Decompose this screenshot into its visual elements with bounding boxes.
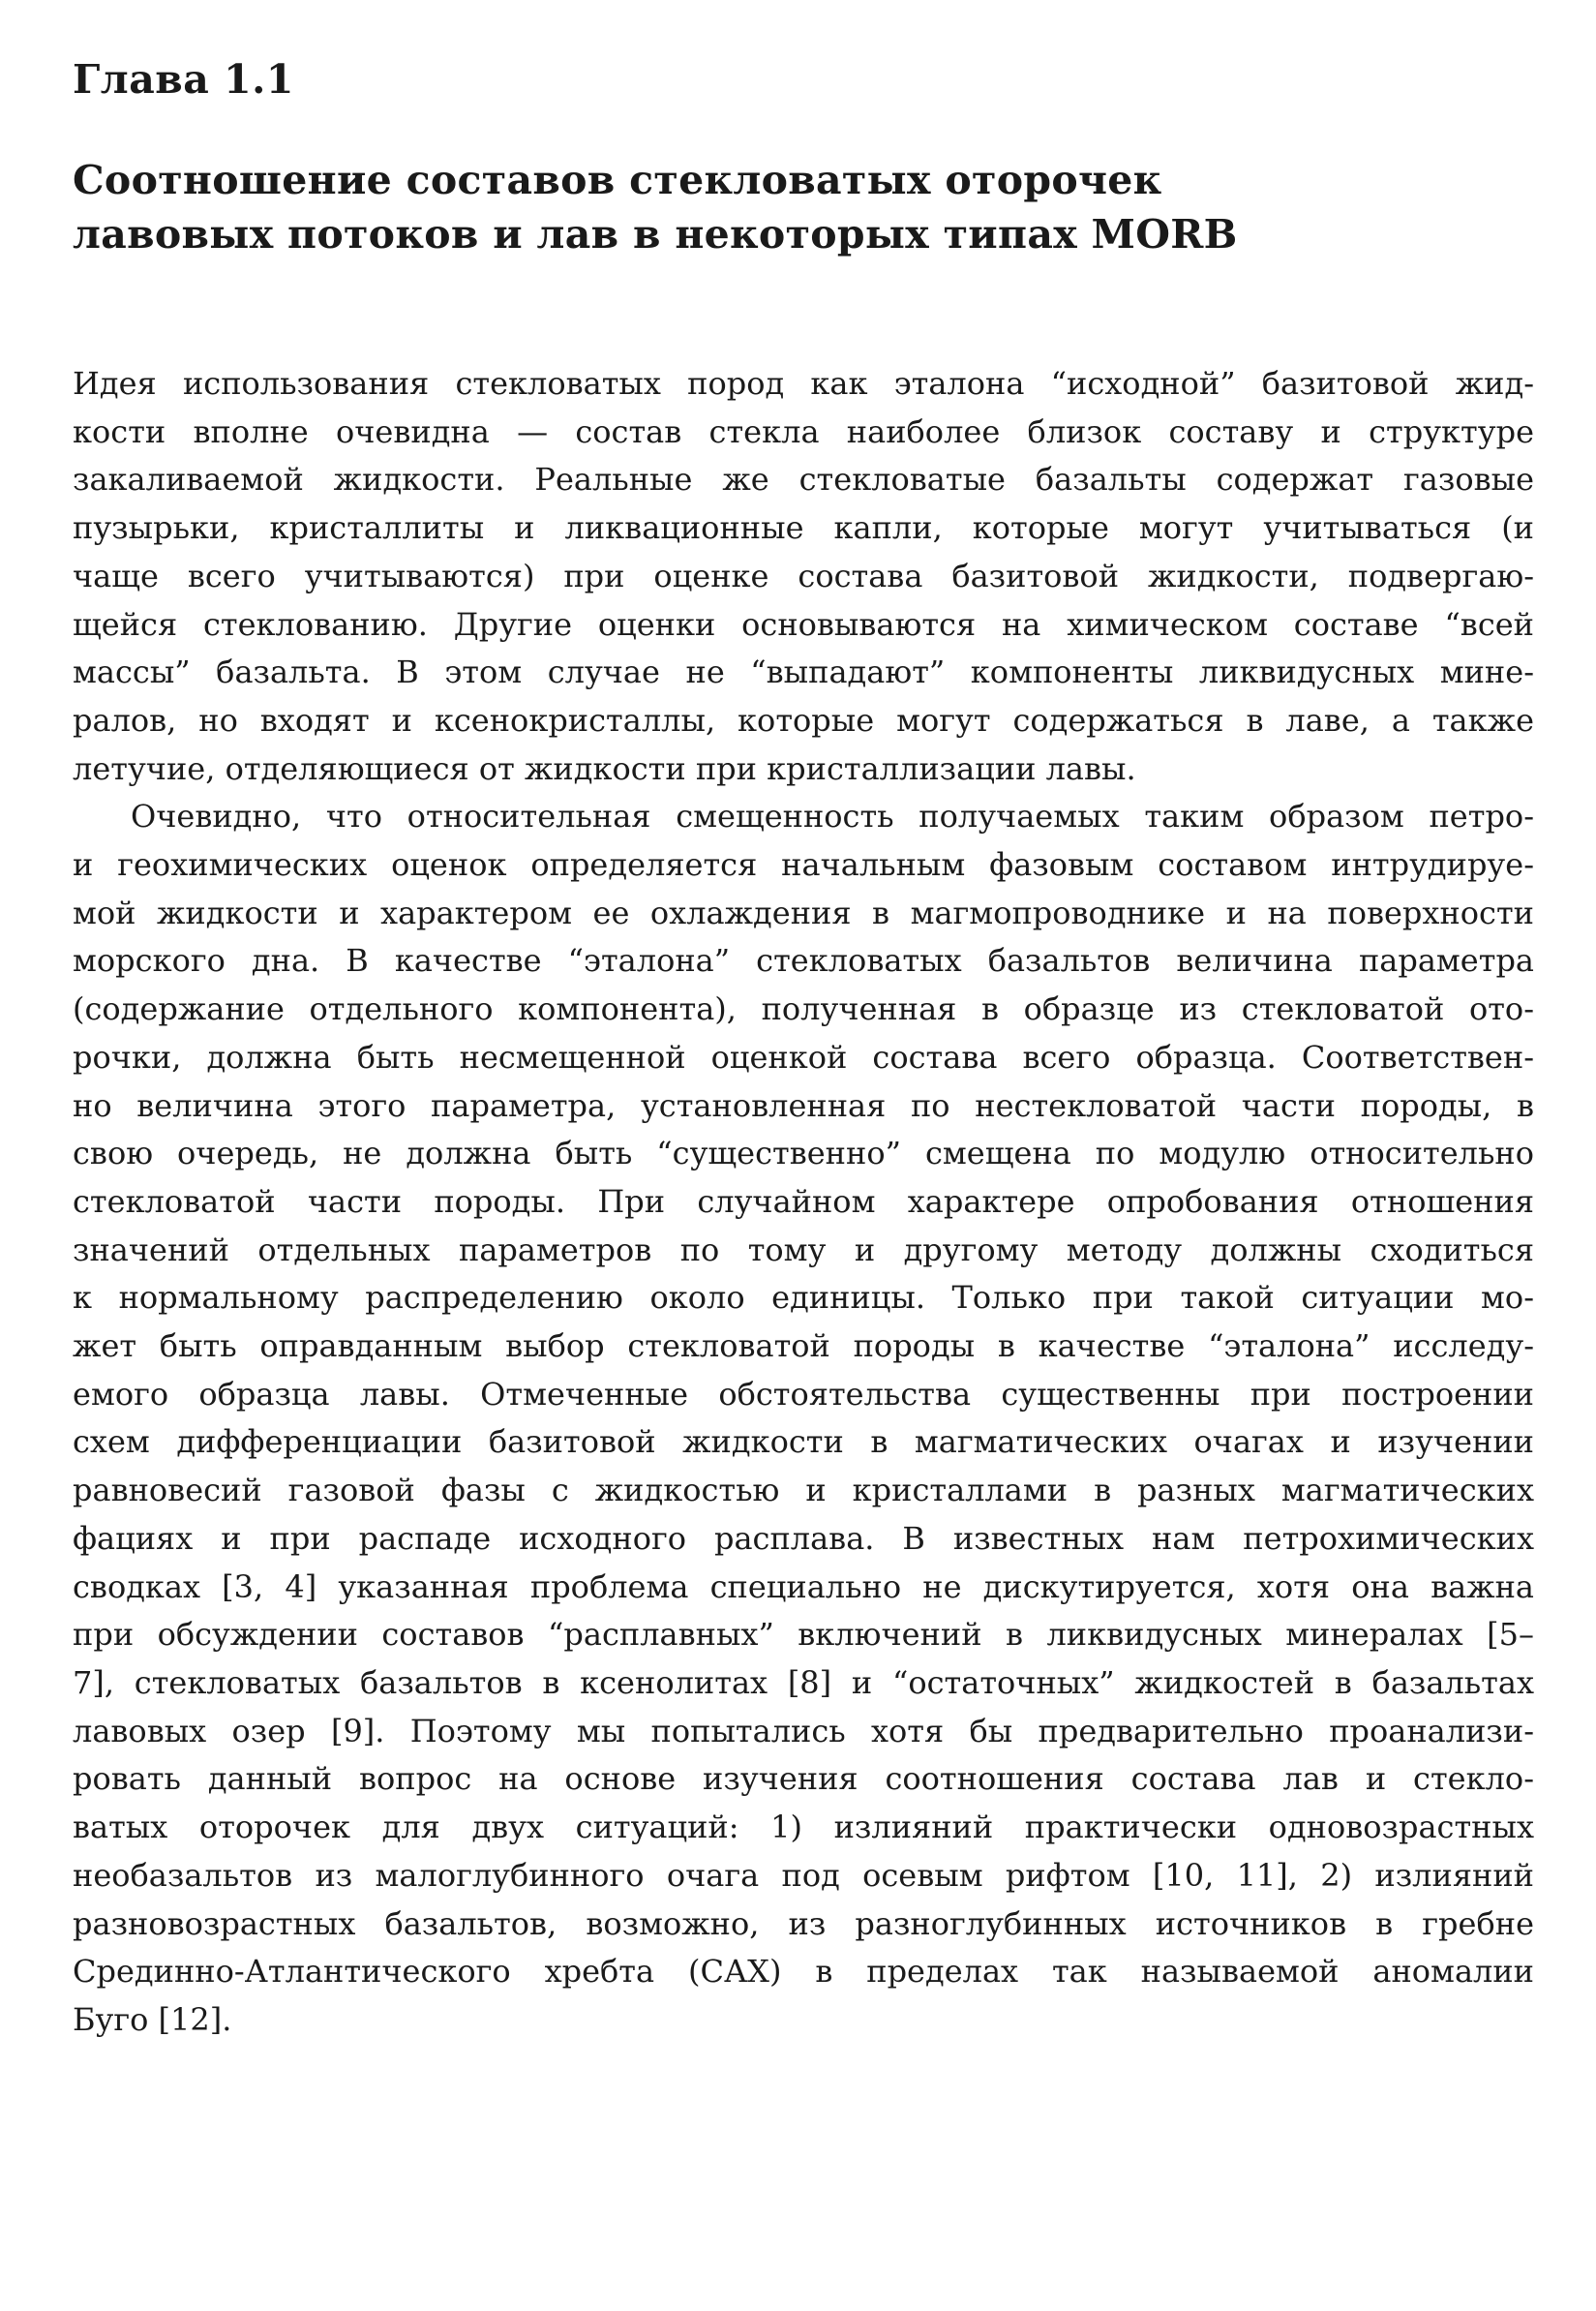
text-line: Срединно-Атлантического хребта (САХ) в пределах так называемой аномалии (73, 1953, 1534, 1991)
text-line: но величина этого параметра, установленная по нестекловатой части породы, в (73, 1086, 1534, 1124)
text-line: щейся стеклованию. Другие оценки основываются на химическом составе “всей (73, 605, 1534, 643)
text-line: 7], стекловатых базальтов в ксенолитах [8] и “остаточных” жидкостей в базальтах (73, 1663, 1534, 1701)
text-line: закаливаемой жидкости. Реальные же стекловатые базальты содержат газовые (73, 461, 1534, 499)
text-line: чаще всего учитываются) при оценке состава базитовой жидкости, подвергаю- (73, 557, 1534, 594)
text-line: сводках [3, 4] указанная проблема специально не дискутируется, хотя она важна (73, 1567, 1534, 1605)
text-line: необазальтов из малоглубинного очага под осевым рифтом [10, 11], 2) излияний (73, 1856, 1534, 1894)
paragraph-2 (73, 793, 1534, 2044)
text-line: ватых оторочек для двух ситуаций: 1) излияний практически одновозрастных (73, 1809, 1534, 1846)
chapter-label: Глава 1.1 (73, 56, 294, 103)
chapter-title (73, 153, 1447, 261)
text-line: стекловатой части породы. При случайном характере опробования отношения (73, 1182, 1534, 1220)
text-line: лавовых озер [9]. Поэтому мы попытались хотя бы предварительно проанализи- (73, 1712, 1534, 1749)
text-line: Буго [12]. (73, 2000, 232, 2038)
paragraph-1 (73, 360, 1534, 793)
text-line: кости вполне очевидна — состав стекла наиболее близок составу и структуре (73, 412, 1534, 450)
text-line: пузырьки, кристаллиты и ликвационные капли, которые могут учитываться (и (73, 509, 1534, 547)
text-line: и геохимических оценок определяется начальным фазовым составом интрудируе- (73, 846, 1534, 884)
text-line: равновесий газовой фазы с жидкостью и кристаллами в разных магматических (73, 1472, 1534, 1509)
text-line: емого образца лавы. Отмеченные обстоятельства существенны при построении (73, 1375, 1534, 1413)
text-line: морского дна. В качестве “эталона” стекловатых базальтов величина параметра (73, 942, 1534, 980)
text-line: свою очередь, не должна быть “существенно” смещена по модулю относительно (73, 1135, 1534, 1172)
text-line: значений отдельных параметров по тому и другому методу должны сходиться (73, 1231, 1534, 1268)
text-line: ровать данный вопрос на основе изучения соотношения состава лав и стекло- (73, 1760, 1534, 1798)
text-line: ралов, но входят и ксенокристаллы, которые могут содержаться в лаве, а также (73, 701, 1534, 739)
title-line: лавовых потоков и лав в некоторых типах MORB (73, 211, 1238, 258)
title-line: Соотношение составов стекловатых оторочек (73, 157, 1162, 203)
text-line: схем дифференциации базитовой жидкости в магматических очагах и изучении (73, 1423, 1534, 1461)
text-line: при обсуждении составов “расплавных” включений в ликвидусных минералах [5– (73, 1616, 1534, 1654)
text-line: Очевидно, что относительная смещенность получаемых таким образом петро- (131, 798, 1534, 836)
text-line: мой жидкости и характером ее охлаждения в магмопроводнике и на поверхности (73, 894, 1534, 931)
text-line: летучие, отделяющиеся от жидкости при кристаллизации лавы. (73, 749, 1136, 787)
body-text (73, 360, 1534, 2045)
text-line: (содержание отдельного компонента), полученная в образце из стекловатой ото- (73, 990, 1534, 1028)
text-line: Идея использования стекловатых пород как эталона “исходной” базитовой жид- (73, 365, 1534, 402)
text-line: к нормальному распределению около единицы. Только при такой ситуации мо- (73, 1279, 1534, 1317)
text-line: рочки, должна быть несмещенной оценкой состава всего образца. Соответствен- (73, 1038, 1534, 1076)
text-line: фациях и при распаде исходного расплава. В известных нам петрохимических (73, 1519, 1534, 1557)
text-line: массы” базальта. В этом случае не “выпадают” компоненты ликвидусных мине- (73, 654, 1534, 691)
text-line: разновозрастных базальтов, возможно, из разноглубинных источников в гребне (73, 1904, 1534, 1942)
text-line: жет быть оправданным выбор стекловатой породы в качестве “эталона” исследу- (73, 1327, 1534, 1365)
